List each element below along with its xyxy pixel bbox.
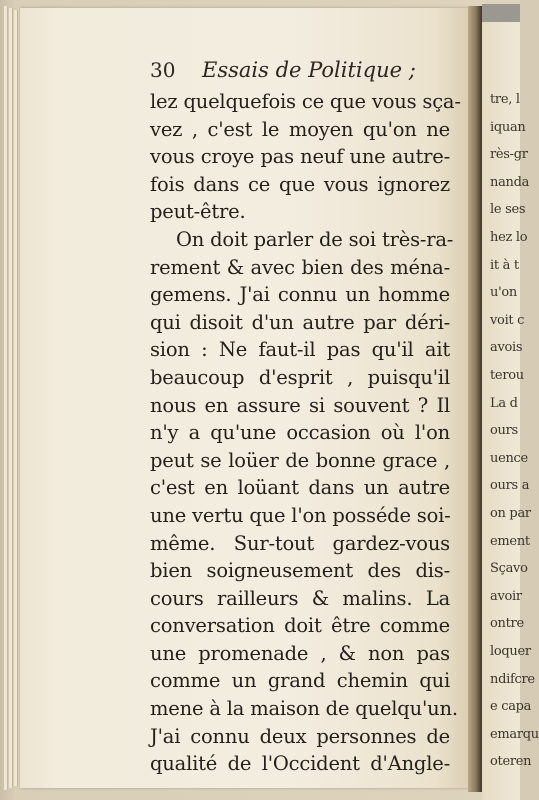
facing-page-fragment: avoir (490, 588, 522, 604)
page-edge (14, 10, 18, 786)
text-line: peut-être. (150, 200, 246, 224)
facing-page-fragment: loquer (490, 644, 531, 659)
text-line: J'ai connu deux personnes de (150, 724, 450, 748)
facing-page-fragment: ontre (490, 616, 524, 632)
facing-page-fragment: avois (490, 340, 523, 356)
facing-page-fragment: on par (490, 506, 531, 521)
facing-page-fragment: it à t (490, 257, 519, 273)
facing-page-fragment: u'on (490, 285, 517, 301)
text-line: cours railleurs & malins. La (150, 586, 450, 610)
text-line: peut se loüer de bonne grace , (150, 448, 450, 472)
text-line: beaucoup d'esprit , puisqu'il (150, 365, 450, 389)
facing-page-fragment: ement (490, 533, 530, 549)
text-line: mene à la maison de quelqu'un. (150, 697, 458, 721)
facing-page-fragment: voit c (490, 312, 525, 328)
text-line: même. Sur-tout gardez-vous (150, 531, 450, 555)
page-edge (4, 6, 8, 790)
facing-page (482, 4, 539, 800)
text-line: lez quelquefois ce que vous sça- (150, 90, 461, 113)
page-edge (9, 8, 13, 788)
text-line: conversation doit être comme (150, 614, 450, 638)
page-header (150, 58, 440, 86)
text-line: rement & avec bien des ména- (150, 255, 450, 279)
facing-page-fragment: oteren (490, 754, 532, 770)
facing-page-fragment: La d (490, 395, 518, 411)
text-line: c'est en loüant dans un autre (150, 476, 450, 500)
facing-page-fragment: ours (490, 423, 518, 439)
text-line: bien soigneusement des dis- (150, 559, 450, 583)
page-number: 30 (150, 58, 176, 82)
facing-page-fragment: uence (490, 450, 528, 466)
facing-page-fragment: emarqu (490, 726, 539, 742)
facing-page-fragment: nanda (490, 174, 530, 190)
facing-page-fragment: terou (490, 368, 524, 383)
text-line: qualité de l'Occident d'Angle- (150, 752, 450, 776)
text-line: une promenade , & non pas (150, 641, 450, 665)
text-line: fois dans ce que vous ignorez (150, 172, 450, 196)
facing-page-fragment: le ses (490, 202, 526, 218)
facing-page-fragment: e capa (490, 699, 532, 715)
text-line: nous en assure si souvent ? Il (150, 393, 450, 417)
text-line: qui disoit d'un autre par déri- (150, 310, 450, 334)
facing-page-fragment: tre, l (490, 92, 520, 107)
text-line: comme un grand chemin qui (150, 669, 450, 693)
text-line: une vertu que l'on posséde soi- (150, 503, 451, 527)
facing-page-fragment: Sçavo (490, 561, 528, 577)
text-line: vez , c'est le moyen qu'on ne (150, 117, 450, 141)
body-text (150, 88, 461, 778)
facing-page-fragment: ours a (490, 478, 530, 494)
facing-page-fragment: rès-gr (490, 147, 528, 163)
running-title: Essais de Politique ; (202, 58, 416, 82)
text-line: On doit parler de soi très-ra- (176, 227, 454, 251)
text-line: gemens. J'ai connu un homme (150, 283, 450, 307)
facing-page-fragment: hez lo (490, 230, 528, 245)
facing-page-fragment: ndifcre (490, 671, 535, 687)
facing-page-fragment: iquan (490, 119, 526, 135)
book-gutter (468, 6, 482, 792)
scan-holder-bar (482, 4, 520, 22)
text-line: vous croye pas neuf une autre- (150, 145, 450, 169)
text-line: sion : Ne faut-il pas qu'il ait (150, 338, 450, 362)
text-line: n'y a qu'une occasion où l'on (150, 421, 450, 445)
